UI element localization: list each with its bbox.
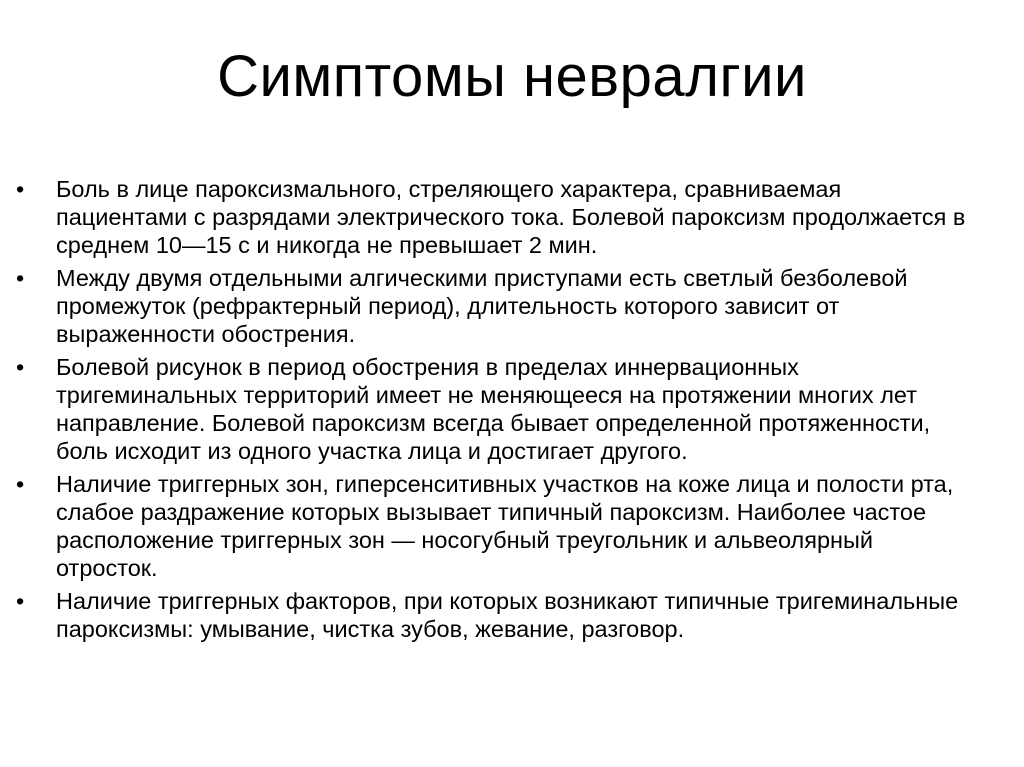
bullet-text: Боль в лице пароксизмального, стреляющего характера, сравниваемая пациентами с разрядами электрического тока. Болевой пароксизм продолжается в среднем 10—15 с и никогда не превышает 2 мин. [56,176,966,258]
bullet-marker: • [16,471,25,497]
bullet-item [16,587,976,643]
bullet-text: Между двумя отдельными алгическими приступами есть светлый безболевой промежуток (рефрактерный период), длительность которого зависит от выраженности обострения. [56,265,908,347]
bullet-item [16,470,976,582]
bullet-item [16,264,976,348]
bullet-marker: • [16,176,25,202]
slide-title: Симптомы невралгии [217,44,807,109]
bullet-item [16,353,976,465]
bullet-item [16,175,976,259]
bullet-text: Наличие триггерных факторов, при которых возникают типичные тригеминальные пароксизмы: умывание, чистка зубов, жевание, разговор. [56,588,959,642]
bullet-text: Наличие триггерных зон, гиперсенситивных участков на коже лица и полости рта, слабое раздражение которых вызывает типичный пароксизм. Наиболее частое расположение триггерных зон — носогубный треугольник и альвеолярный отросток. [56,471,954,581]
bullet-list [16,175,976,648]
bullet-text: Болевой рисунок в период обострения в пределах иннервационных тригеминальных территорий имеет не меняющееся на протяжении многих лет направление. Болевой пароксизм всегда бывает определенной протяженности, боль исходит из одного участка лица и достигает другого. [56,354,931,464]
bullet-marker: • [16,354,25,380]
bullet-marker: • [16,588,25,614]
bullet-marker: • [16,265,25,291]
